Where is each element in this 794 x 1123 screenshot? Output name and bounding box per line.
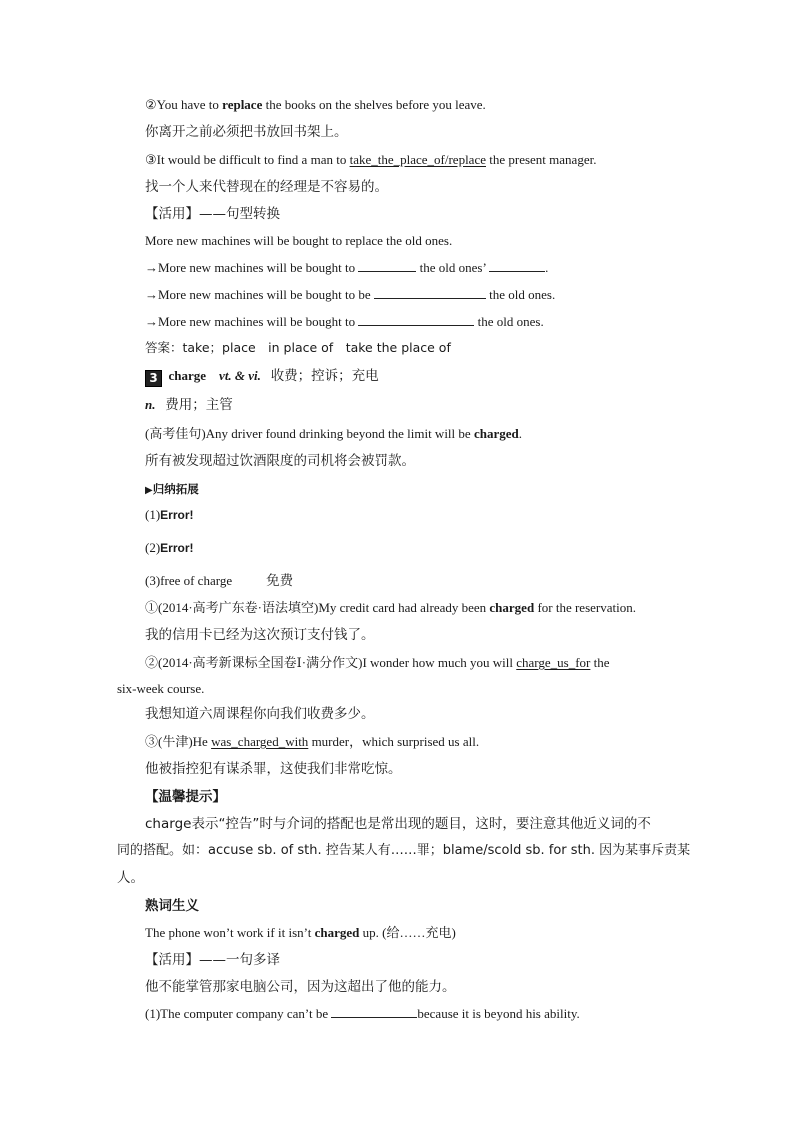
triangle-icon: ▶ [145, 485, 153, 496]
expansion-item-1: (1)Error! [145, 507, 194, 522]
tip-text: 人。 [117, 870, 144, 886]
example-sentence-charged-up: The phone won’t work if it isn’t charged up. (给……充电) [145, 925, 456, 940]
answer-blank [358, 259, 416, 272]
section-heading-expansion: ▶归纳拓展 [145, 482, 199, 496]
part-of-speech: vt. & vi. [219, 368, 261, 383]
exercise-prompt-chinese: 他不能掌管那家电脑公司，因为这超出了他的能力。 [145, 979, 456, 995]
vocab-entry-charge: 3 charge vt. & vi. 收费；控诉；充电 [145, 368, 379, 387]
example-sentence-continuation: six-week course. [117, 681, 205, 696]
translation: 找一个人来代替现在的经理是不容易的。 [145, 179, 388, 195]
exercise-item: →More new machines will be bought to the old ones. [145, 314, 544, 329]
translation: 他被指控犯有谋杀罪，这使我们非常吃惊。 [145, 761, 402, 777]
answer-blank [489, 259, 545, 272]
section-heading-familiar-word: 熟词生义 [145, 898, 199, 914]
vocab-noun-sense: n. 费用；主管 [145, 397, 233, 413]
tip-text: 同的搭配。如：accuse sb. of sth. 控告某人有……罪；blame/scold sb. for sth. 因为某事斥责某 [117, 843, 691, 858]
example-sentence-charged-with: ③(牛津)He was_charged_with murder，which surprised us all. [145, 734, 480, 749]
section-heading-practice: 【活用】——句型转换 [145, 206, 280, 222]
exercise-item: →More new machines will be bought to be the old ones. [145, 287, 556, 302]
answer-blank [374, 286, 486, 299]
exercise-item: (1)The computer company can’t be because it is beyond his ability. [145, 1006, 580, 1021]
entry-number-badge: 3 [145, 370, 162, 387]
translation: 你离开之前必须把书放回书架上。 [145, 124, 348, 140]
answer-blank [358, 313, 474, 326]
example-sentence-replace: ②You have to replace the books on the shelves before you leave. [145, 97, 486, 112]
example-sentence-credit-card: ①(2014·高考广东卷·语法填空)My credit card had already been charged for the reservation. [145, 600, 636, 615]
headword: charge [168, 368, 207, 383]
exercise-item: →More new machines will be bought to the old ones’ . [145, 260, 549, 275]
answer-key: 答案：take；place in place of take the place of [145, 340, 451, 355]
example-sentence-charge-us-for: ②(2014·高考新课标全国卷Ⅰ·满分作文)I wonder how much you will charge_us_for the [145, 655, 610, 670]
translation: 所有被发现超过饮酒限度的司机将会被罚款。 [145, 453, 415, 469]
example-sentence-charged: (高考佳句)Any driver found drinking beyond the limit will be charged. [145, 426, 522, 441]
answer-blank [331, 1005, 417, 1018]
expansion-item-2: (2)Error! [145, 540, 194, 555]
translation: 我想知道六周课程你向我们收费多少。 [145, 706, 375, 722]
section-heading-tip: 【温馨提示】 [145, 789, 226, 805]
section-heading-practice-2: 【活用】——一句多译 [145, 952, 280, 968]
example-sentence-take-the-place-of: ③It would be difficult to find a man to take_the_place_of/replace the present manager. [145, 152, 597, 167]
tip-text: charge表示“控告”时与介词的搭配也是常出现的题目，这时，要注意其他近义词的不 [145, 816, 651, 832]
translation: 我的信用卡已经为这次预订支付钱了。 [145, 627, 375, 643]
exercise-prompt: More new machines will be bought to replace the old ones. [145, 233, 453, 248]
expansion-item-3: (3)free of charge 免费 [145, 573, 294, 589]
